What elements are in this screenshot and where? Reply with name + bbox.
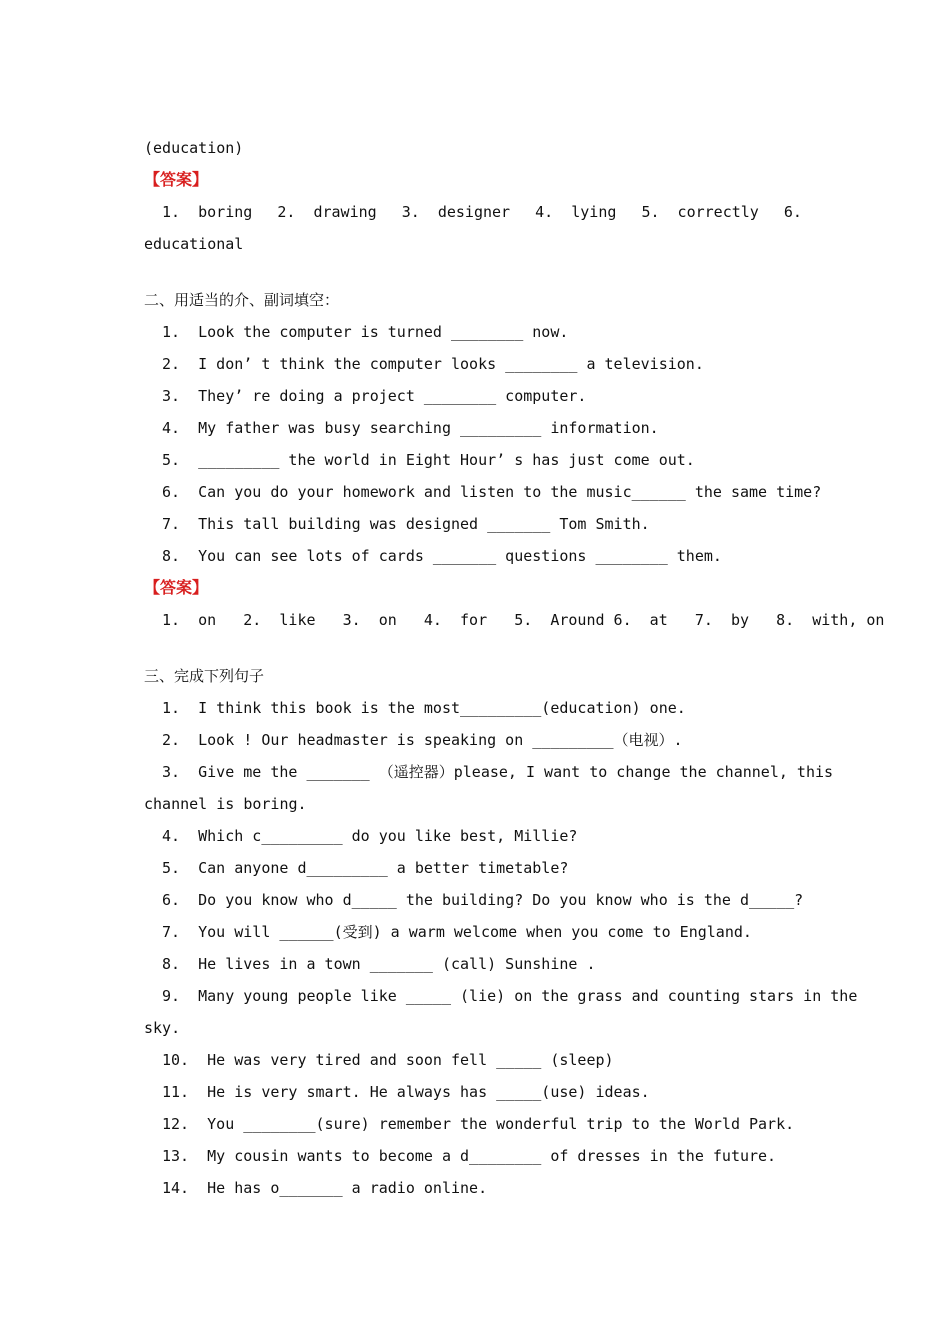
section3-item: 10. He was very tired and soon fell _____ (sleep) <box>162 1051 614 1069</box>
section3-item: 6. Do you know who d_____ the building? Do you know who is the d_____? <box>162 891 804 909</box>
section3-heading: 三、完成下列句子 <box>144 667 265 685</box>
section3-item: 7. You will ______(受到) a warm welcome when you come to England. <box>162 923 752 941</box>
section3-item-continuation: channel is boring. <box>144 795 307 813</box>
section2-answers: 1. on 2. like 3. on 4. for 5. Around 6. at 7. by 8. with, on <box>162 611 885 629</box>
section2-item: 8. You can see lots of cards _______ questions ________ them. <box>162 547 722 565</box>
answer-item: 5. correctly <box>641 203 759 221</box>
answer-item: 6. <box>783 203 802 221</box>
answer-item: 3. designer <box>401 203 511 221</box>
section1-answers-tail: educational <box>144 235 244 253</box>
section1-answer-label: 【答案】 <box>144 170 209 189</box>
section3-item: 4. Which c_________ do you like best, Millie? <box>162 827 578 845</box>
section3-item: 2. Look ! Our headmaster is speaking on _________（电视）. <box>162 731 683 749</box>
section2-heading: 二、用适当的介、副词填空： <box>144 291 340 309</box>
section3-item: 11. He is very smart. He always has _____(use) ideas. <box>162 1083 650 1101</box>
section2-item: 1. Look the computer is turned ________ now. <box>162 323 569 341</box>
section3-item: 3. Give me the _______ （遥控器）please, I want to change the channel, this <box>162 763 834 781</box>
section2-item: 5. _________ the world in Eight Hour’ s has just come out. <box>162 451 695 469</box>
section3-item: 5. Can anyone d_________ a better timetable? <box>162 859 569 877</box>
section3-item-continuation: sky. <box>144 1019 181 1037</box>
section3-item: 12. You ________(sure) remember the wonderful trip to the World Park. <box>162 1115 795 1133</box>
section2-item: 2. I don’ t think the computer looks ________ a television. <box>162 355 704 373</box>
section2-item: 3. They’ re doing a project ________ computer. <box>162 387 587 405</box>
section1-answers <box>162 202 802 222</box>
answer-item: 2. drawing <box>277 203 377 221</box>
section3-item: 14. He has o_______ a radio online. <box>162 1179 488 1197</box>
section2-answer-label: 【答案】 <box>144 578 209 597</box>
answer-item: 1. boring <box>162 203 253 221</box>
section2-item: 6. Can you do your homework and listen to the music______ the same time? <box>162 483 822 501</box>
section3-item: 9. Many young people like _____ (lie) on the grass and counting stars in the <box>162 987 858 1005</box>
section3-item: 1. I think this book is the most_________(education) one. <box>162 699 686 717</box>
section2-item: 4. My father was busy searching _________ information. <box>162 419 659 437</box>
section2-item: 7. This tall building was designed _______ Tom Smith. <box>162 515 650 533</box>
answer-item: 4. lying <box>535 203 617 221</box>
section1-continuation: (education) <box>144 139 244 157</box>
section3-item: 13. My cousin wants to become a d________ of dresses in the future. <box>162 1147 777 1165</box>
section3-item: 8. He lives in a town _______ (call) Sunshine . <box>162 955 596 973</box>
